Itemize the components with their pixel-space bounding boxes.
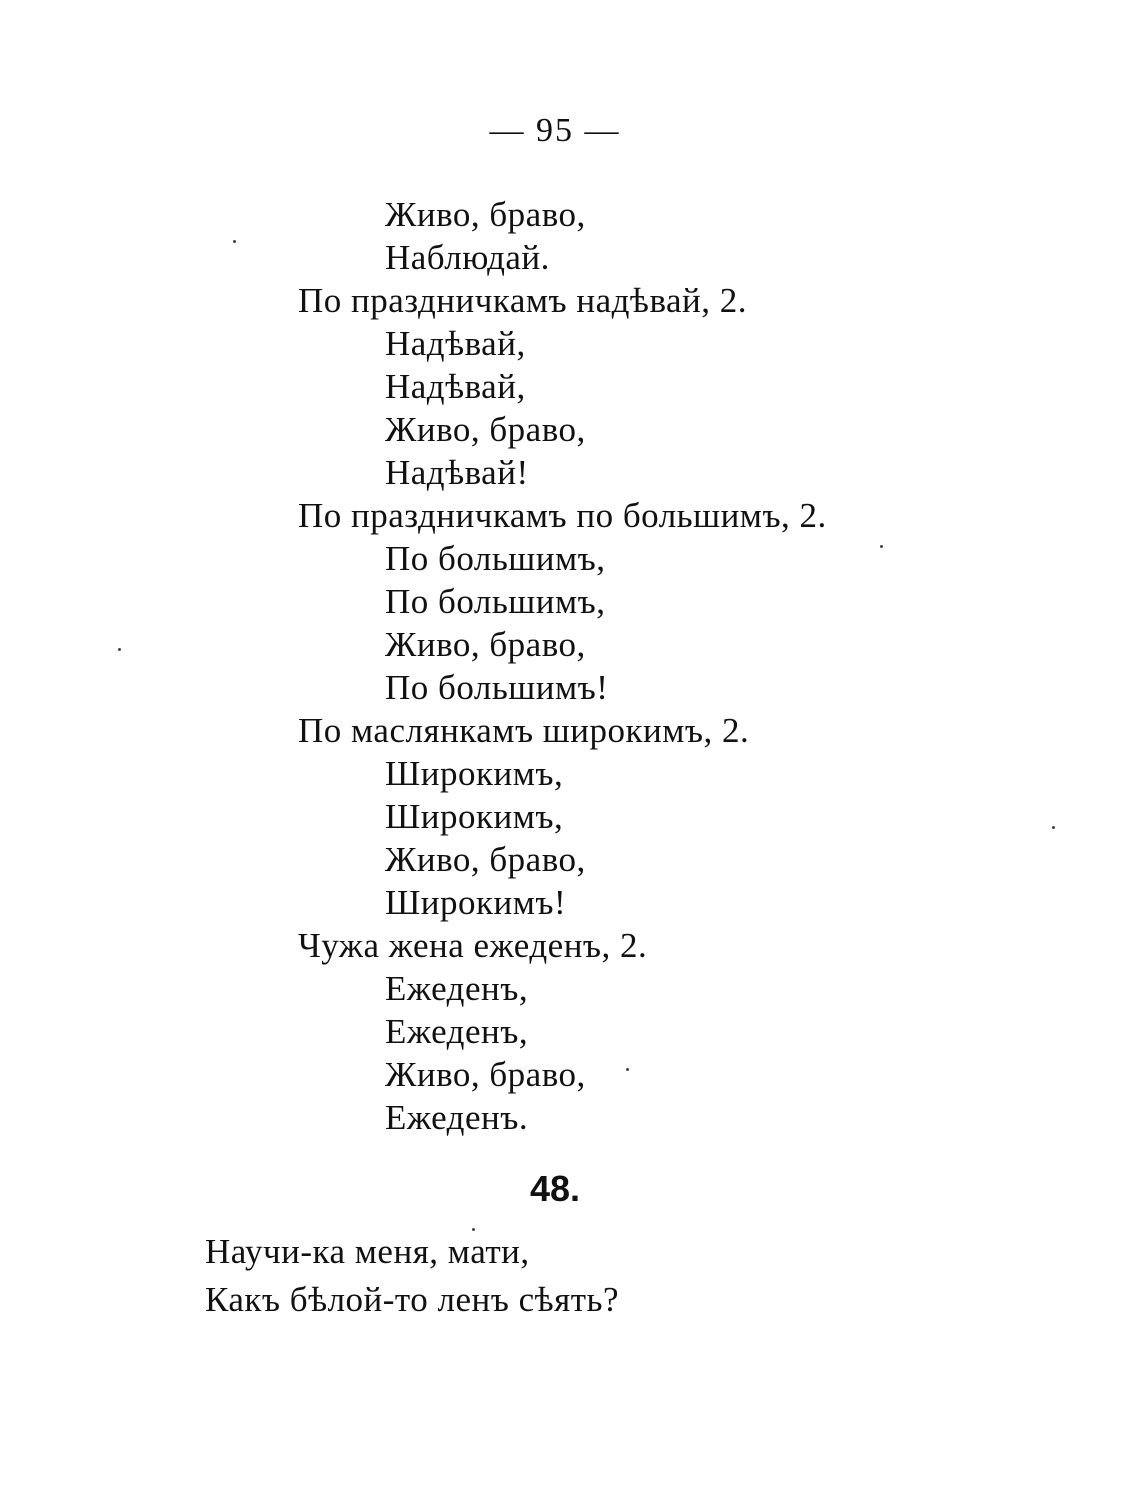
verse-line: По маслянкамъ широкимъ, 2. [298,711,750,750]
refrain-line: Ежеденъ, [385,1012,529,1051]
refrain-line: Надѣвай, [385,367,526,406]
refrain-line: Живо, браво, [385,410,586,449]
song-line: Какъ бѣлой-то ленъ сѣять? [205,1280,620,1319]
song-line: Научи-ка меня, мати, [205,1232,530,1271]
refrain-line: Живо, браво, [385,840,586,879]
verse-line: Чужа жена ежеденъ, 2. [298,926,648,965]
section-number: 48. [530,1168,581,1209]
refrain-line: Широкимъ, [385,797,564,836]
scan-speck [118,648,121,651]
refrain-line: По большимъ! [385,668,609,707]
refrain-line: Широкимъ! [385,883,567,922]
refrain-line: Живо, браво, [385,625,586,664]
verse-line: По праздничкамъ по большимъ, 2. [298,496,827,535]
refrain-line: Ежеденъ. [385,1098,529,1137]
refrain-line: Живо, браво, [385,195,586,234]
scan-speck [880,545,883,548]
scan-speck [1052,826,1055,829]
scan-speck [472,1228,475,1231]
verse-line: По праздничкамъ надѣвай, 2. [298,281,748,320]
refrain-line: Наблюдай. [385,238,550,277]
scan-speck [233,240,236,243]
refrain-line: По большимъ, [385,539,606,578]
refrain-line: Ежеденъ, [385,969,529,1008]
refrain-line: Живо, браво, [385,1055,586,1094]
refrain-line: Широкимъ, [385,754,564,793]
page-number: — 95 — [489,112,621,149]
refrain-line: Надѣвай! [385,453,529,492]
refrain-line: По большимъ, [385,582,606,621]
refrain-line: Надѣвай, [385,324,526,363]
scan-speck [626,1068,629,1071]
